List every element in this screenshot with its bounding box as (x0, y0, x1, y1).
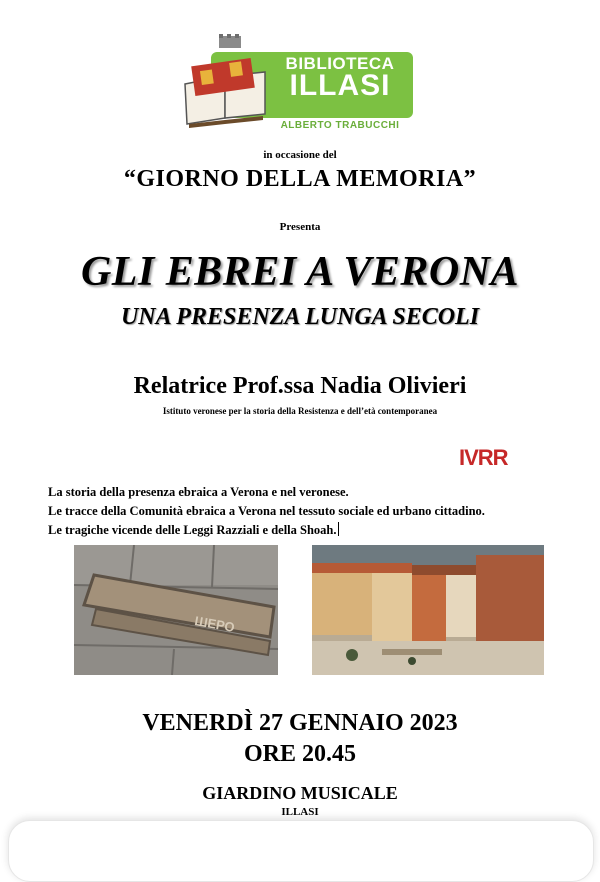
library-logo (181, 30, 413, 130)
event-town: ILLASI (281, 806, 319, 818)
institute-name: Istituto veronese per la storia della Resistenza e dell’età contemporanea (162, 406, 438, 416)
event-date: VENERDÌ 27 GENNAIO 2023 (142, 710, 458, 736)
description-line: La storia della presenza ebraica a Verona e nel veronese. (48, 485, 349, 499)
description-line: Le tragiche vicende delle Leggi Razziali e della Shoah. (48, 523, 337, 537)
occasion-text: in occasione del (263, 149, 337, 161)
page-title: GLI EBREI A VERONA (80, 249, 520, 295)
page-subtitle: UNA PRESENZA LUNGA SECOLI (120, 304, 480, 330)
stolperstein-photo (74, 545, 278, 675)
event-venue: GIARDINO MUSICALE (202, 783, 398, 803)
verona-aerial-photo (312, 545, 544, 675)
presenta-text: Presenta (279, 221, 321, 233)
ivrr-logo: IVRR (459, 445, 508, 470)
logo-line-1: BIBLIOTECA (285, 54, 395, 73)
logo-line-2: ILLASI (289, 69, 391, 102)
svg-text:ШЕРО: ШЕРО (193, 613, 236, 635)
logo-line-3: ALBERTO TRABUCCHI (280, 120, 400, 131)
book-tower-icon (181, 32, 273, 130)
event-name: “GIORNO DELLA MEMORIA” (123, 166, 477, 192)
description-block (48, 483, 578, 540)
event-time: ORE 20.45 (243, 741, 356, 767)
speaker-name: Relatrice Prof.ssa Nadia Olivieri (133, 373, 467, 399)
bottom-sheet[interactable] (8, 820, 594, 882)
text-cursor (338, 522, 339, 536)
description-line: Le tracce della Comunità ebraica a Verona nel tessuto sociale ed urbano cittadino. (48, 504, 485, 518)
